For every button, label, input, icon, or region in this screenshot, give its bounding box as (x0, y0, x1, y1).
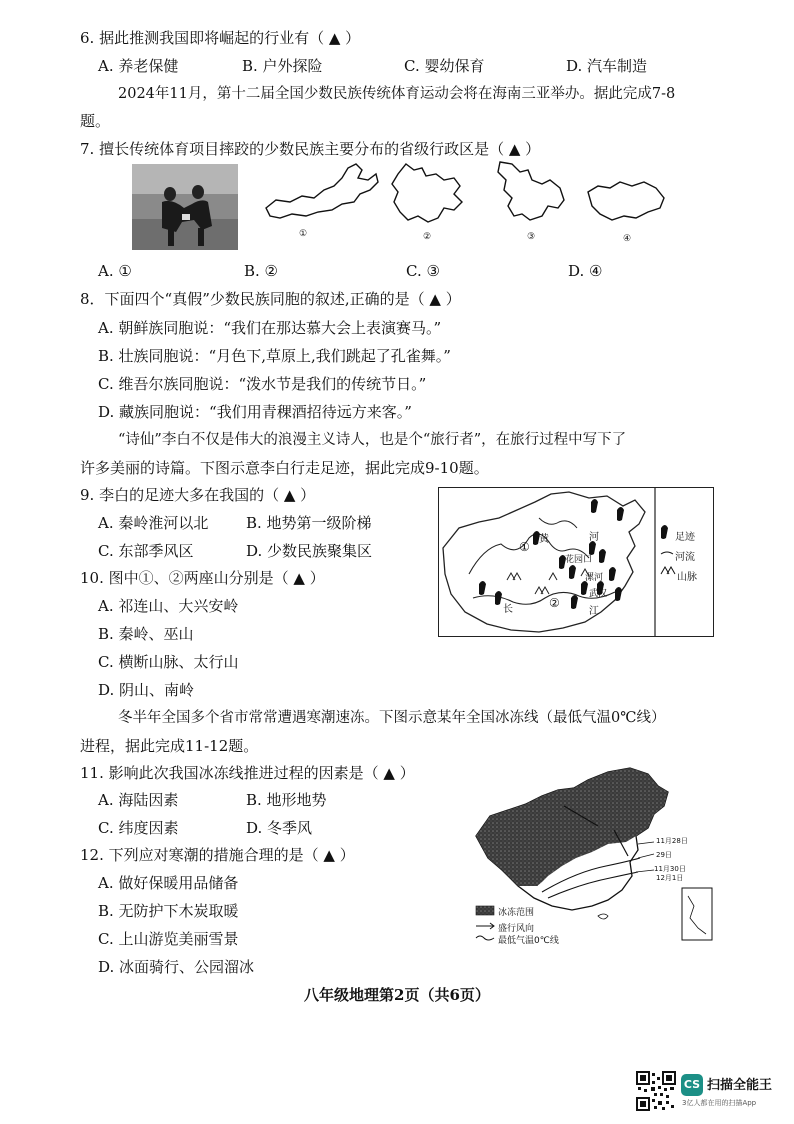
map1-legend-mountain: 山脉 (677, 572, 697, 583)
q7-option-b: B. ② (244, 262, 279, 280)
freeze-date-2: 29日 (656, 851, 672, 859)
intro-11-12-line2: 进程，据此完成11-12题。 (80, 737, 259, 755)
map1-label-wuhan: 武汉 (589, 589, 608, 599)
map1-label-luohe: 漯河 (585, 573, 604, 583)
q11-option-a: A. 海陆因素 (98, 791, 179, 809)
q11-option-d: D. 冬季风 (246, 819, 313, 837)
q6-option-c: C. 婴幼保育 (404, 57, 485, 75)
province-label-4: ④ (623, 234, 632, 244)
wrestling-photo (132, 164, 238, 250)
q8-option-c: C. 维吾尔族同胞说：“泼水节是我们的传统节日。” (98, 375, 427, 393)
map1-label-huayuan: 花园口 (565, 555, 593, 565)
intro-9-10-line1: “诗仙”李白不仅是伟大的浪漫主义诗人，也是个“旅行者”，在旅行过程中写下了 (118, 432, 627, 448)
q6-stem: 6. 据此推测我国即将崛起的行业有（ ▲ ） (80, 29, 361, 47)
q7-option-a: A. ① (98, 262, 132, 280)
q8-option-b: B. 壮族同胞说：“月色下,草原上,我们跳起了孔雀舞。” (98, 347, 451, 365)
q9-option-d: D. 少数民族聚集区 (246, 542, 373, 560)
q9-option-a: A. 秦岭淮河以北 (98, 514, 209, 532)
map1-legend-footprint: 足迹 (675, 532, 695, 543)
libai-footprint-map (438, 487, 714, 637)
province-outline-4 (584, 178, 670, 226)
freeze-date-4: 12月1日 (656, 874, 684, 882)
page-footer: 八年级地理第2页（共6页） (304, 986, 490, 1004)
q8-stem: 8．下面四个“真假”少数民族同胞的叙述,正确的是（ ▲ ） (80, 290, 461, 308)
camscanner-tagline: 3亿人都在用的扫描App (682, 1099, 757, 1107)
qr-code-icon (636, 1071, 676, 1111)
q11-option-b: B. 地形地势 (246, 791, 327, 809)
q12-option-c: C. 上山游览美丽雪景 (98, 930, 239, 948)
intro-9-10-line2: 许多美丽的诗篇。下图示意李白行走足迹，据此完成9-10题。 (80, 459, 489, 477)
map2-legend-freeze-range: 冰冻范围 (498, 908, 535, 918)
camscanner-logo-icon (681, 1074, 703, 1096)
q11-stem: 11. 影响此次我国冰冻线推进过程的因素是（ ▲ ） (80, 764, 415, 782)
q6-option-a: A. 养老保健 (98, 57, 179, 75)
freeze-date-3: 11月30日 (654, 865, 686, 873)
map1-legend-river: 河流 (675, 552, 695, 563)
q6-option-b: B. 户外探险 (242, 57, 323, 75)
q8-option-a: A. 朝鲜族同胞说：“我们在那达慕大会上表演赛马。” (98, 319, 442, 337)
q7-option-c: C. ③ (406, 262, 440, 280)
q8-option-d: D. 藏族同胞说：“我们用青稞酒招待远方来客。” (98, 403, 412, 421)
q10-option-c: C. 横断山脉、太行山 (98, 653, 239, 671)
q9-option-b: B. 地势第一级阶梯 (246, 514, 372, 532)
map1-label-chang: 长 (503, 604, 513, 615)
map2-legend-freeze-line: 最低气温0℃线 (498, 936, 559, 946)
q10-option-d: D. 阴山、南岭 (98, 681, 195, 699)
freeze-date-1: 11月28日 (656, 837, 688, 845)
map1-label-m1: ① (519, 540, 530, 554)
camscanner-badge-text: CS (683, 1078, 701, 1091)
q9-stem: 9. 李白的足迹大多在我国的（ ▲ ） (80, 486, 316, 504)
q12-option-b: B. 无防护下木炭取暖 (98, 902, 239, 920)
q9-option-c: C. 东部季风区 (98, 542, 194, 560)
map2-legend-wind: 盛行风向 (498, 924, 535, 934)
q7-stem: 7. 擅长传统体育项目摔跤的少数民族主要分布的省级行政区是（ ▲ ） (80, 140, 541, 158)
map1-label-he: 河 (589, 532, 599, 543)
province-outline-1 (262, 160, 382, 222)
q7-option-d: D. ④ (568, 262, 603, 280)
freeze-line-map (468, 766, 718, 956)
province-label-1: ① (299, 229, 308, 239)
q6-option-d: D. 汽车制造 (566, 57, 648, 75)
province-label-2: ② (423, 232, 432, 242)
province-label-3: ③ (527, 232, 536, 242)
q10-stem: 10. 图中①、②两座山分别是（ ▲ ） (80, 569, 325, 587)
q12-option-a: A. 做好保暖用品储备 (98, 874, 239, 892)
q10-option-a: A. 祁连山、大兴安岭 (98, 597, 239, 615)
map1-label-jiang: 江 (589, 606, 599, 617)
q12-option-d: D. 冰面骑行、公园溜冰 (98, 958, 255, 976)
map1-label-m2: ② (549, 596, 560, 610)
intro-11-12-line1: 冬半年全国多个省市常常遭遇寒潮速冻。下图示意某年全国冰冻线（最低气温0℃线） (118, 710, 666, 726)
intro-7-8-line1: 2024年11月，第十二届全国少数民族传统体育运动会将在海南三亚举办。据此完成7-8 (118, 86, 676, 102)
q12-stem: 12. 下列应对寒潮的措施合理的是（ ▲ ） (80, 846, 355, 864)
province-outline-3 (490, 158, 570, 228)
province-outline-2 (388, 160, 468, 230)
q11-option-c: C. 纬度因素 (98, 819, 179, 837)
q10-option-b: B. 秦岭、巫山 (98, 625, 194, 643)
map1-label-huang: 黄 (539, 534, 549, 545)
camscanner-name: 扫描全能王 (707, 1078, 773, 1093)
intro-7-8-line2: 题。 (80, 112, 111, 130)
